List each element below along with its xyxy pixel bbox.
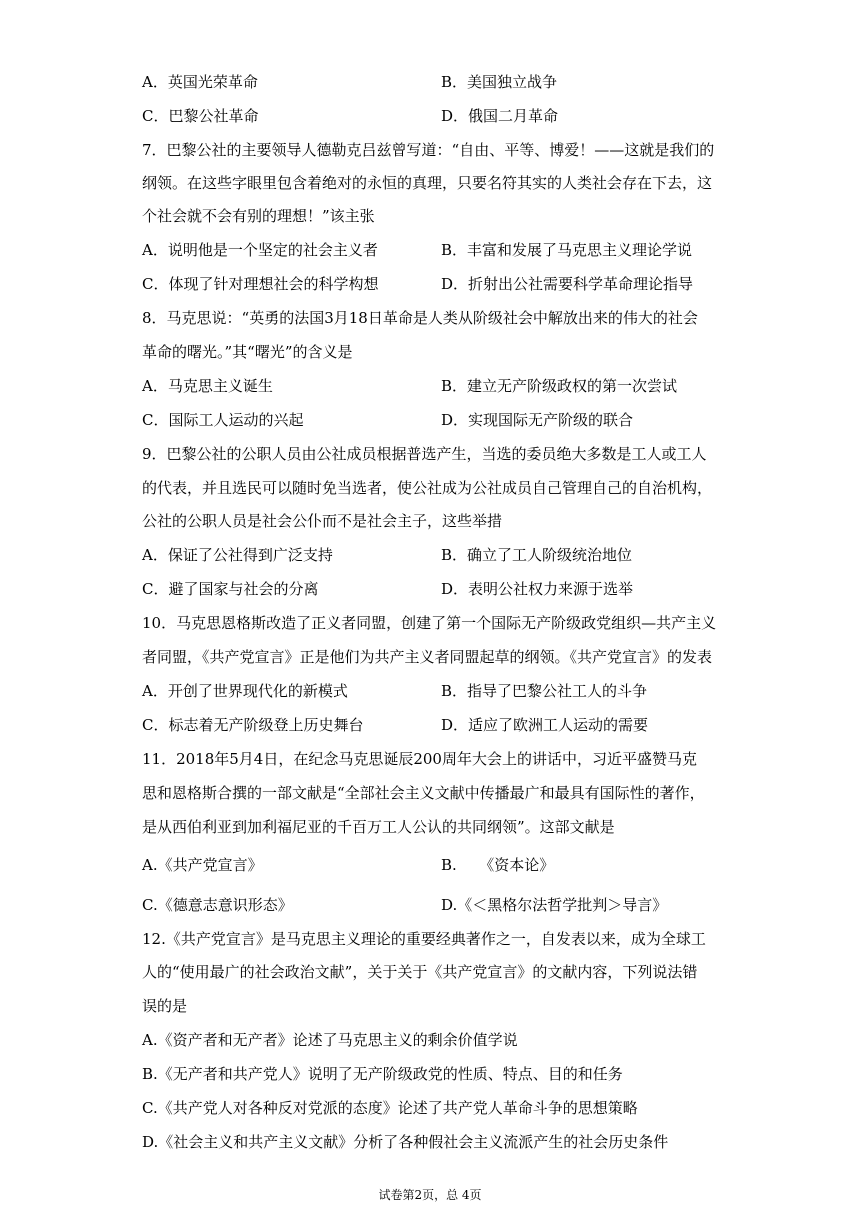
q9-stem-line-3: 公社的公职人员是社会公仆而不是社会主子，这些举措 <box>142 512 503 530</box>
q10-option-d: D．适应了欧洲工人运动的需要 <box>441 716 649 734</box>
q12-option-c: C.《共产党人对各种反对党派的态度》论述了共产党人革命斗争的思想策略 <box>142 1099 638 1117</box>
q8-stem-line-1: 8．马克思说：“英勇的法国3月18日革命是人类从阶级社会中解放出来的伟大的社会 <box>142 309 698 327</box>
q11-stem-line-3: 是从西伯利亚到加利福尼亚的千百万工人公认的共同纲领”。这部文献是 <box>142 818 615 836</box>
q8-stem-line-2: 革命的曙光。”其“曙光”的含义是 <box>142 343 353 361</box>
q10-stem-line-1: 10．马克思恩格斯改造了正义者同盟，创建了第一个国际无产阶级政党组织—共产主义 <box>142 614 717 632</box>
page-footer: 试卷第2页，总 4页 <box>378 1188 482 1202</box>
q12-option-b: B.《无产者和共产党人》说明了无产阶级政党的性质、特点、目的和任务 <box>142 1065 623 1083</box>
q10-stem-line-2: 者同盟，《共产党宣言》正是他们为共产主义者同盟起草的纲领。《共产党宣言》的发表 <box>142 648 713 666</box>
q7-stem-line-3: 个社会就不会有别的理想！”该主张 <box>142 207 375 225</box>
q6-option-b: B．美国独立战争 <box>441 73 558 91</box>
q7-option-c: C．体现了针对理想社会的科学构想 <box>142 275 379 293</box>
q11-stem-line-2: 思和恩格斯合撰的一部文献是“全部社会主义文献中传播最广和最具有国际性的著作， <box>142 784 705 802</box>
q11-option-d: D.《＜黑格尔法哲学批判＞导言》 <box>441 896 668 914</box>
q12-stem-line-1: 12.《共产党宣言》是马克思主义理论的重要经典著作之一，自发表以来，成为全球工 <box>142 930 706 948</box>
q12-option-a: A.《资产者和无产者》论述了马克思主义的剩余价值学说 <box>142 1031 518 1049</box>
q7-option-a: A．说明他是一个坚定的社会主义者 <box>142 241 378 259</box>
q9-stem-line-1: 9．巴黎公社的公职人员由公社成员根据普选产生，当选的委员绝大多数是工人或工人 <box>142 445 707 463</box>
q8-option-c: C．国际工人运动的兴起 <box>142 411 304 429</box>
q9-option-d: D．表明公社权力来源于选举 <box>441 580 634 598</box>
q6-option-d: D．俄国二月革命 <box>441 107 559 125</box>
q11-option-b: B. 《资本论》 <box>441 856 555 874</box>
q7-stem-line-1: 7．巴黎公社的主要领导人德勒克吕兹曾写道：“自由、平等、博爱！——这就是我们的 <box>142 141 715 159</box>
q6-option-c: C．巴黎公社革命 <box>142 107 259 125</box>
q10-option-a: A．开创了世界现代化的新模式 <box>142 682 348 700</box>
q9-option-c: C．避了国家与社会的分离 <box>142 580 319 598</box>
q12-option-d: D.《社会主义和共产主义文献》分析了各种假社会主义流派产生的社会历史条件 <box>142 1133 669 1151</box>
q10-option-c: C．标志着无产阶级登上历史舞台 <box>142 716 364 734</box>
q8-option-b: B．建立无产阶级政权的第一次尝试 <box>441 377 678 395</box>
q7-stem-line-2: 纲领。在这些字眼里包含着绝对的永恒的真理，只要名符其实的人类社会存在下去，这 <box>142 174 713 192</box>
q6-option-a: A．英国光荣革命 <box>142 73 258 91</box>
q11-option-c: C.《德意志意识形态》 <box>142 896 293 914</box>
q11-stem-line-1: 11．2018年5月4日，在纪念马克思诞辰200周年大会上的讲话中，习近平盛赞马克 <box>142 750 697 768</box>
q8-option-d: D．实现国际无产阶级的联合 <box>441 411 634 429</box>
q9-stem-line-2: 的代表，并且选民可以随时免当选者，使公社成为公社成员自己管理自己的自治机构， <box>142 479 713 497</box>
q12-stem-line-3: 误的是 <box>142 997 188 1015</box>
q9-option-b: B．确立了工人阶级统治地位 <box>441 546 633 564</box>
q11-option-a: A.《共产党宣言》 <box>142 856 263 874</box>
q7-option-d: D．折射出公社需要科学革命理论指导 <box>441 275 694 293</box>
q8-option-a: A．马克思主义诞生 <box>142 377 273 395</box>
q9-option-a: A．保证了公社得到广泛支持 <box>142 546 333 564</box>
q12-stem-line-2: 人的“使用最广的社会政治文献”，关于关于《共产党宣言》的文献内容，下列说法错 <box>142 963 698 981</box>
q10-option-b: B．指导了巴黎公社工人的斗争 <box>441 682 648 700</box>
q7-option-b: B．丰富和发展了马克思主义理论学说 <box>441 241 693 259</box>
